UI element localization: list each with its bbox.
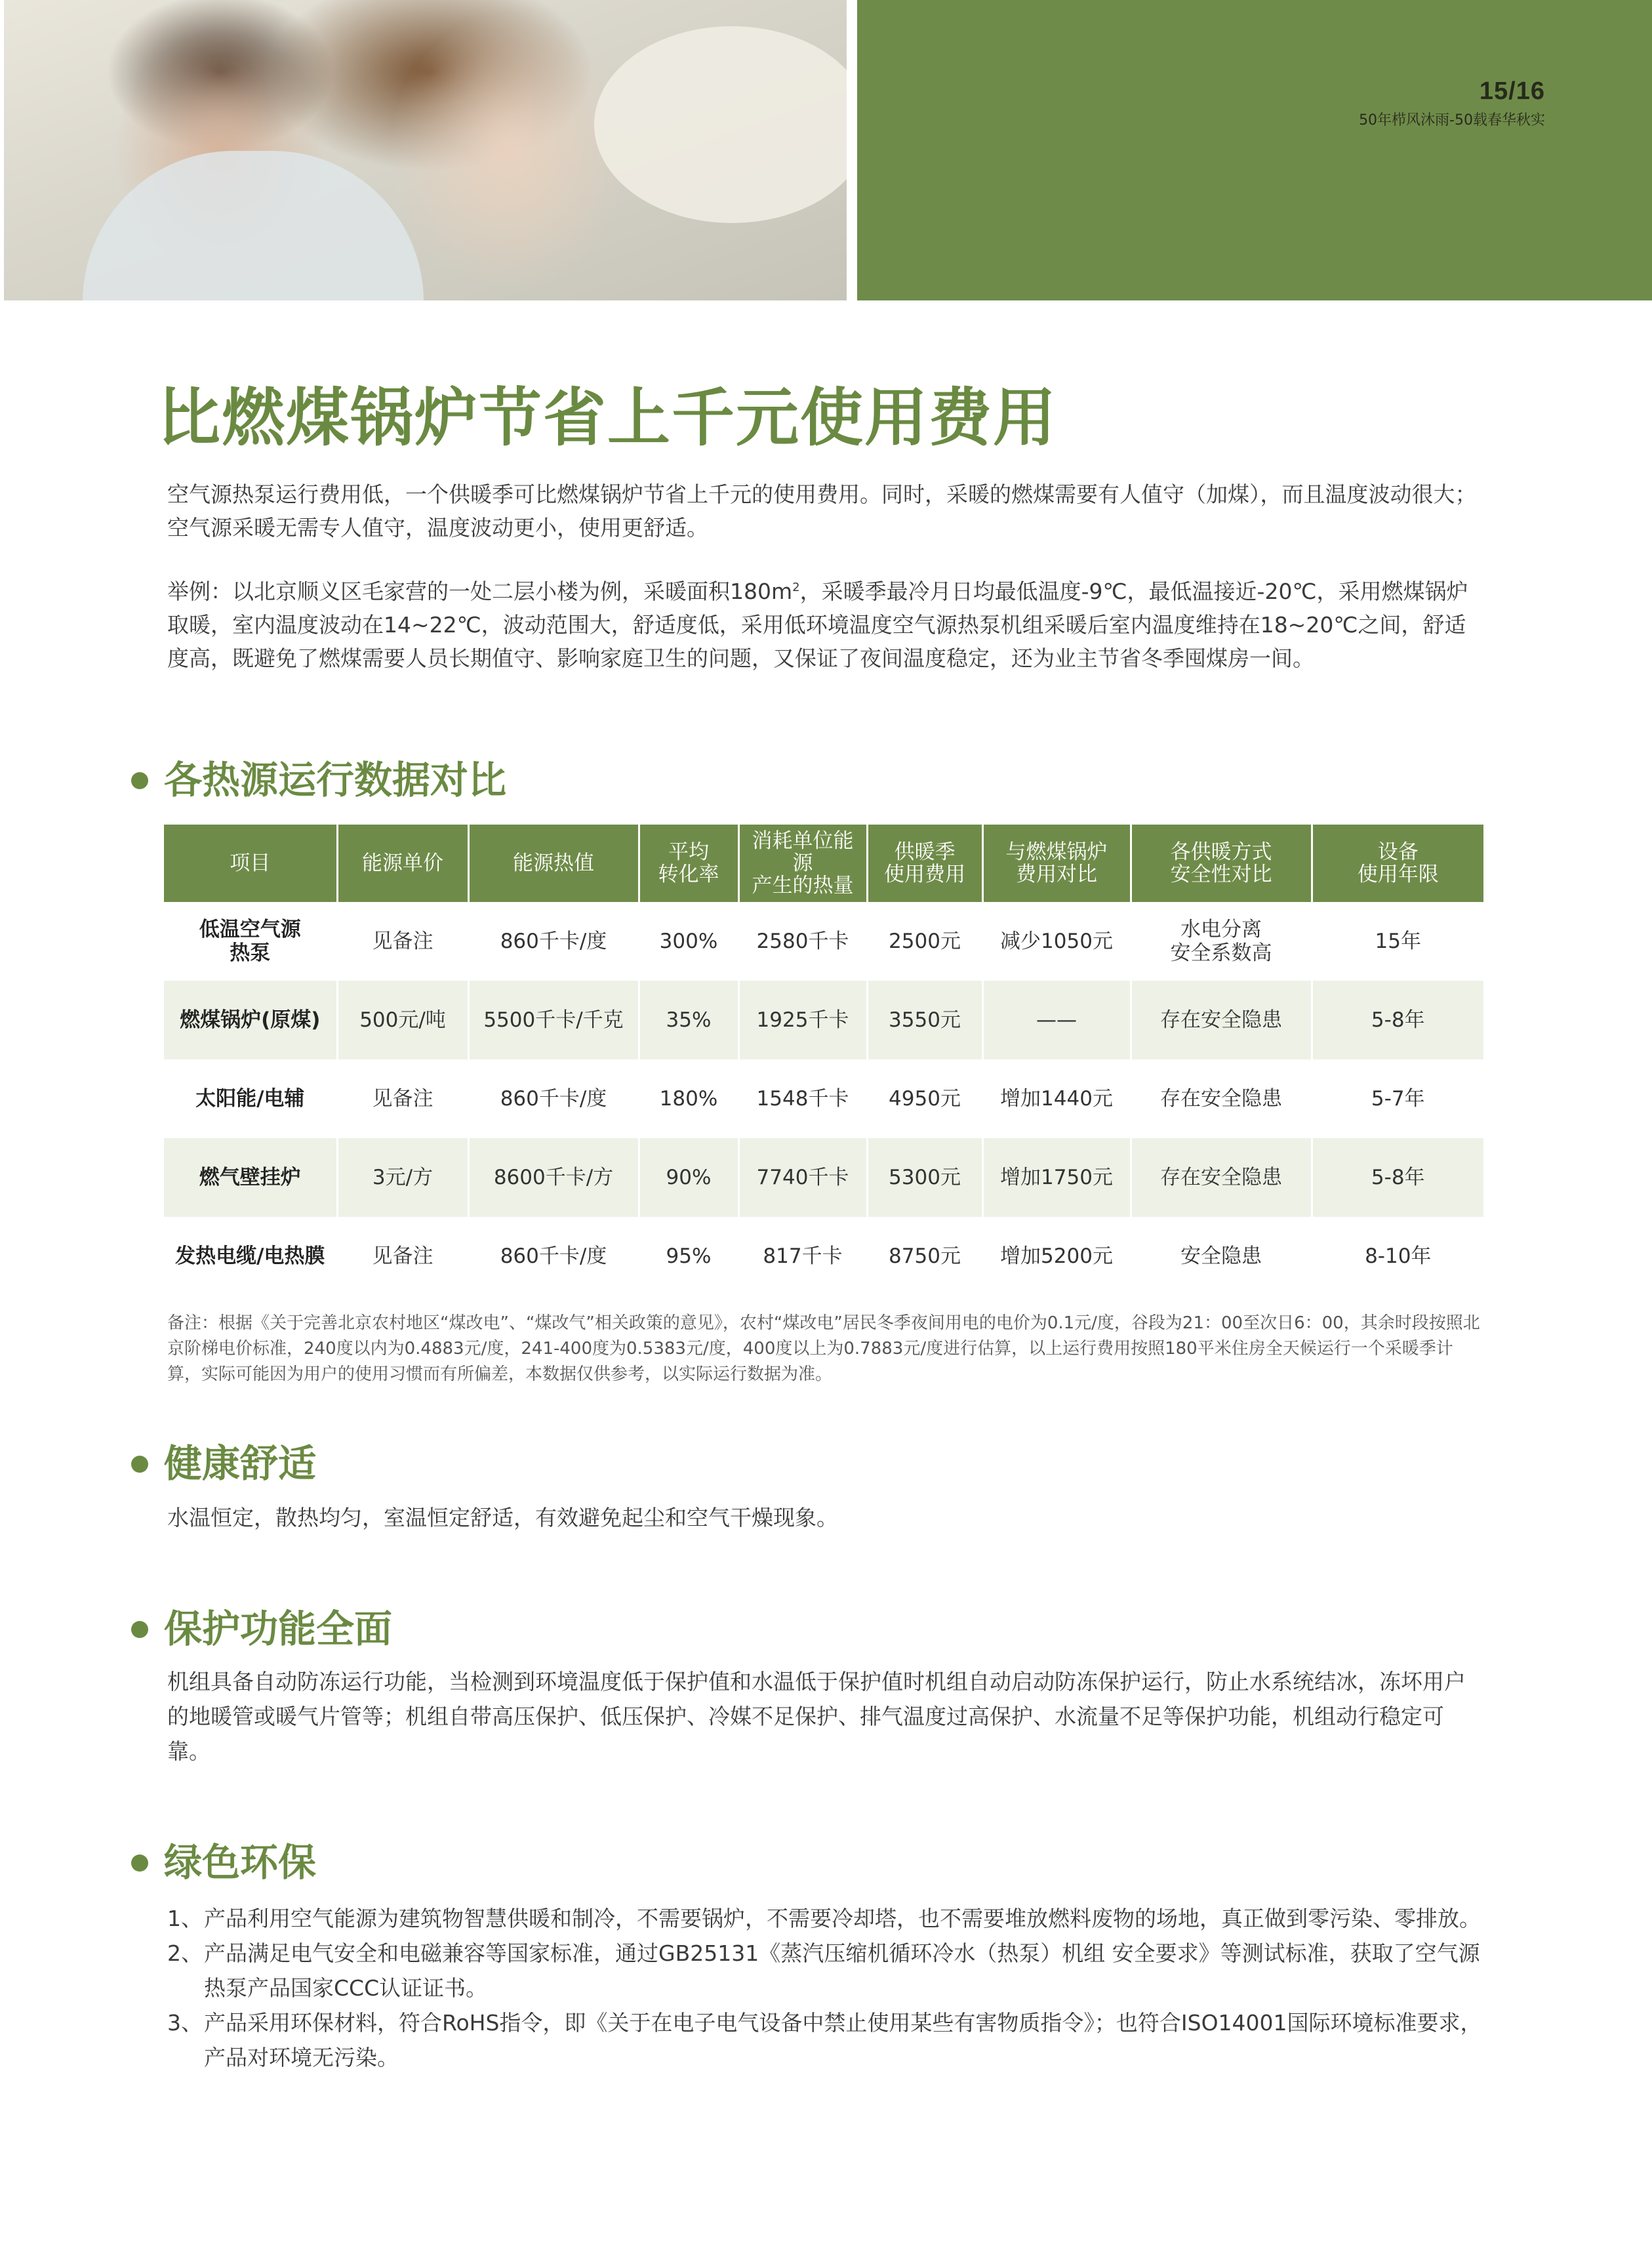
- table-cell: 500元/吨: [337, 981, 468, 1059]
- page-title: 比燃煤锅炉节省上千元使用费用: [157, 381, 1057, 455]
- section-protection-heading: [131, 1609, 392, 1650]
- table-row: [164, 1059, 1483, 1138]
- col-header: 消耗单位能源 产生的热量: [738, 825, 867, 902]
- section-green-title: 绿色环保: [164, 1840, 317, 1885]
- table-cell: 太阳能/电辅: [195, 1087, 305, 1111]
- col-header: 能源单价: [337, 825, 468, 902]
- table-row: [164, 1138, 1483, 1217]
- table-cell: 95%: [639, 1217, 738, 1296]
- comparison-table: [164, 825, 1483, 1296]
- photo-shirt-shape: [83, 151, 424, 300]
- header-slogan: 50年栉风沐雨-50载春华秋实: [1359, 112, 1545, 129]
- table-cell: 1925千卡: [738, 981, 867, 1059]
- section-health-heading: [131, 1443, 316, 1485]
- table-footnote: 备注：根据《关于完善北京农村地区“煤改电”、“煤改气”相关政策的意见》，农村“煤改电”居民冬季夜间用电的电价为0.1元/度，谷段为21：00至次日6：00，其余时段按照北京阶梯电价标准，240度以内为0.4883元/度，241-400度为0.5383元/度，400度以上为0.7883元/度进行估算，以上运行费用按照180平米住房全天候运行一个采暖季计算，实际可能因为用户的使用习惯而有所偏差，本数据仅供参考，以实际运行数据为准。: [167, 1313, 1480, 1384]
- list-item: 2、产品满足电气安全和电磁兼容等国家标准，通过GB25131《蒸汽压缩机循环冷水（热泵）机组 安全要求》等测试标准，获取了空气源热泵产品国家CCC认证证书。: [167, 1940, 1480, 2001]
- col-header: 供暖季 使用费用: [867, 825, 982, 902]
- intro-p2-before: 举例：以北京顺义区毛家营的一处二层小楼为例，采暖面积180m: [167, 579, 793, 604]
- section-green-heading: [131, 1842, 316, 1884]
- table-cell: 817千卡: [738, 1217, 867, 1296]
- col-header: 平均 转化率: [639, 825, 738, 902]
- table-row: [164, 981, 1483, 1059]
- intro-paragraph-2: [167, 575, 1485, 675]
- page-number: 15/16: [1479, 77, 1545, 105]
- protection-text: 机组具备自动防冻运行功能，当检测到环境温度低于保护值和水温低于保护值时机组自动启动防冻保护运行，防止水系统结冰，冻坏用户的地暖管或暖气片管等；机组自带高压保护、低压保护、冷媒不足保护、排气温度过高保护、水流量不足等保护功能，机组动行稳定可靠。: [167, 1669, 1466, 1764]
- table-cell: 90%: [639, 1138, 738, 1217]
- table-cell: 存在安全隐患: [1131, 981, 1312, 1059]
- table-cell: 见备注: [337, 1059, 468, 1138]
- section-protection-title: 保护功能全面: [164, 1607, 393, 1651]
- col-header: 项目: [164, 825, 337, 902]
- table-cell: 3550元: [867, 981, 982, 1059]
- table-cell: 3元/方: [337, 1138, 468, 1217]
- table-cell: 5-7年: [1312, 1059, 1483, 1138]
- table-cell: 2580千卡: [738, 902, 867, 981]
- header-green-band: [857, 0, 1652, 300]
- col-header: 能源热值: [468, 825, 639, 902]
- table-cell: 见备注: [337, 902, 468, 981]
- table-cell: 5-8年: [1312, 981, 1483, 1059]
- col-header: 设备 使用年限: [1312, 825, 1483, 902]
- table-row: [164, 1217, 1483, 1296]
- section-comparison-heading: [131, 760, 506, 802]
- col-header: 各供暖方式 安全性对比: [1131, 825, 1312, 902]
- table-cell: 5-8年: [1312, 1138, 1483, 1217]
- table-cell: 安全隐患: [1131, 1217, 1312, 1296]
- table-cell: 35%: [639, 981, 738, 1059]
- section-comparison-title: 各热源运行数据对比: [164, 758, 507, 802]
- table-cell: 860千卡/度: [468, 902, 639, 981]
- col-header: 与燃煤锅炉 费用对比: [982, 825, 1131, 902]
- bullet-dot-icon: [131, 772, 148, 789]
- table-cell: 存在安全隐患: [1131, 1138, 1312, 1217]
- table-cell: 8750元: [867, 1217, 982, 1296]
- bullet-dot-icon: [131, 1621, 148, 1638]
- bullet-dot-icon: [131, 1854, 148, 1872]
- table-cell: 存在安全隐患: [1131, 1059, 1312, 1138]
- header-photo: [4, 0, 847, 300]
- table-cell: 180%: [639, 1059, 738, 1138]
- table-header-row: [164, 825, 1483, 902]
- table-cell: 300%: [639, 902, 738, 981]
- list-item: 3、产品采用环保材料，符合RoHS指令，即《关于在电子电气设备中禁止使用某些有害物质指令》；也符合ISO14001国际环境标准要求，产品对环境无污染。: [167, 2010, 1482, 2070]
- table-cell: 低温空气源 热泵: [199, 918, 301, 965]
- table-cell: 2500元: [867, 902, 982, 981]
- intro-paragraph-1: 空气源热泵运行费用低，一个供暖季可比燃煤锅炉节省上千元的使用费用。同时，采暖的燃煤需要有人值守（加煤），而且温度波动很大；空气源采暖无需专人值守，温度波动更小，使用更舒适。: [167, 482, 1477, 541]
- table-cell: 水电分离 安全系数高: [1131, 902, 1312, 981]
- table-cell: ——: [982, 981, 1131, 1059]
- green-list: [167, 1901, 1485, 2075]
- bullet-dot-icon: [131, 1456, 148, 1473]
- table-cell: 燃煤锅炉(原煤): [164, 981, 337, 1059]
- table-cell: 8-10年: [1312, 1217, 1483, 1296]
- section-health-title: 健康舒适: [164, 1441, 317, 1486]
- table-cell: 增加5200元: [982, 1217, 1131, 1296]
- table-cell: 见备注: [337, 1217, 468, 1296]
- table-cell: 15年: [1312, 902, 1483, 981]
- intro-p2-sup: 2: [792, 581, 800, 594]
- table-cell: 1548千卡: [738, 1059, 867, 1138]
- table-cell: 860千卡/度: [468, 1059, 639, 1138]
- table-cell: 5500千卡/千克: [468, 981, 639, 1059]
- table-cell: 发热电缆/电热膜: [175, 1244, 325, 1268]
- table-cell: 燃气壁挂炉: [164, 1138, 337, 1217]
- intro-p2-after: ，采暖季最冷月日均最低温度-9℃，最低温接近-20℃，采用燃煤锅炉取暖，室内温度波动在14~22℃，波动范围大，舒适度低，采用低环境温度空气源热泵机组采暖后室内温度维持在18~20℃之间，舒适度高，既避免了燃煤需要人员长期值守、影响家庭卫生的问题，又保证了夜间温度稳定，还为业主节省冬季囤煤房一间。: [167, 579, 1468, 671]
- table-cell: 4950元: [867, 1059, 982, 1138]
- table-cell: 5300元: [867, 1138, 982, 1217]
- table-row: [164, 902, 1483, 981]
- table-cell: 增加1440元: [982, 1059, 1131, 1138]
- health-text: 水温恒定，散热均匀，室温恒定舒适，有效避免起尘和空气干燥现象。: [167, 1505, 838, 1530]
- photo-pillow-shape: [594, 26, 847, 223]
- list-item: 1、产品利用空气能源为建筑物智慧供暖和制冷，不需要锅炉，不需要冷却塔，也不需要堆放燃料废物的场地，真正做到零污染、零排放。: [167, 1906, 1481, 1931]
- table-cell: 减少1050元: [982, 902, 1131, 981]
- table-cell: 8600千卡/方: [468, 1138, 639, 1217]
- table-cell: 7740千卡: [738, 1138, 867, 1217]
- table-cell: 860千卡/度: [468, 1217, 639, 1296]
- table-cell: 增加1750元: [982, 1138, 1131, 1217]
